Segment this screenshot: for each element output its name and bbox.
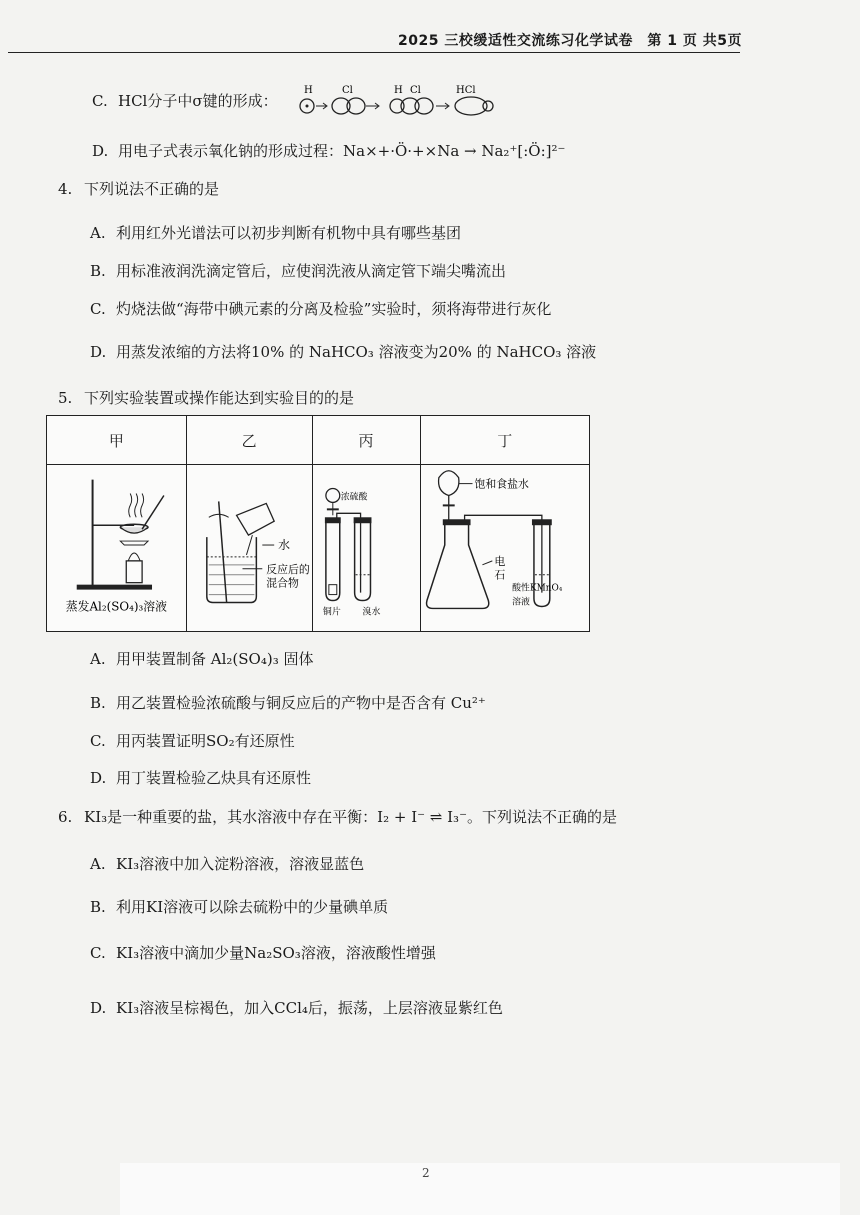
atom-label-h2: H <box>394 85 403 96</box>
label-copper: 铜片 <box>322 607 341 618</box>
option-letter: C. <box>90 300 106 318</box>
label-kmno4-1: 酸性KMnO₄ <box>511 583 562 594</box>
q4-option-b <box>90 260 506 281</box>
atom-label-cl: Cl <box>342 85 353 96</box>
page-number: 2 <box>422 1166 430 1180</box>
q5-option-c <box>90 730 295 751</box>
label-kmno4-2: 溶液 <box>511 597 530 608</box>
option-text: 用丁装置检验乙炔具有还原性 <box>116 769 312 787</box>
q6-stem <box>58 806 617 827</box>
option-letter: D. <box>90 343 107 361</box>
option-text: KI₃溶液呈棕褐色，加入CCl₄后，振荡，上层溶液显紫红色 <box>116 999 503 1017</box>
header-ding: 丁 <box>420 416 589 465</box>
q4-option-d <box>90 341 596 362</box>
option-text: KI₃溶液中滴加少量Na₂SO₃溶液，溶液酸性增强 <box>116 944 436 962</box>
option-text: 用电子式表示氧化钠的形成过程： <box>118 142 344 160</box>
q6-option-b <box>90 896 388 917</box>
q4-stem <box>58 178 219 199</box>
option-text: 用蒸发浓缩的方法将10% 的 NaHCO₃ 溶液变为20% 的 NaHCO₃ 溶液 <box>116 343 597 361</box>
q3-option-d <box>92 140 565 161</box>
label-evaporate: 蒸发Al₂(SO₄)₃溶液 <box>65 599 167 614</box>
sigma-bond-diagram <box>296 84 506 120</box>
footer-band <box>120 1163 840 1215</box>
apparatus-table <box>46 415 590 632</box>
option-text: 灼烧法做“海带中碘元素的分离及检验”实验时，须将海带进行灰化 <box>116 300 552 318</box>
atom-label-hcl: HCl <box>456 85 476 96</box>
q5-option-d <box>90 767 311 788</box>
acetylene-apparatus <box>421 465 589 631</box>
label-water: 水 <box>277 537 290 552</box>
so2-apparatus <box>313 465 420 631</box>
option-letter: A. <box>90 224 106 242</box>
q4-option-a <box>90 222 461 243</box>
q5-option-a <box>90 648 313 669</box>
label-conc-acid: 浓硫酸 <box>340 492 368 503</box>
q4-option-c <box>90 298 551 319</box>
label-mixture-1: 反应后的 <box>265 562 310 576</box>
q5-option-b <box>90 692 486 713</box>
dilution-apparatus <box>187 465 312 631</box>
option-letter: A. <box>90 855 106 873</box>
header-rule <box>8 52 740 53</box>
option-text: HCl分子中σ键的形成： <box>118 92 278 110</box>
cell-bing <box>312 465 420 632</box>
option-text: 利用KI溶液可以除去硫粉中的少量碘单质 <box>116 898 389 916</box>
question-number: 5. <box>58 389 73 407</box>
atom-label-cl2: Cl <box>410 85 421 96</box>
question-number: 4. <box>58 180 73 198</box>
option-letter: D. <box>90 999 107 1017</box>
option-letter: D. <box>90 769 107 787</box>
q6-option-a <box>90 853 364 874</box>
atom-label-h: H <box>304 85 313 96</box>
label-brine: 饱和食盐水 <box>474 477 529 491</box>
label-bromine-water: 溴水 <box>362 607 380 618</box>
option-letter: B. <box>90 694 106 712</box>
option-letter: C. <box>90 944 106 962</box>
option-letter: A. <box>90 650 106 668</box>
label-carbide-2: 石 <box>493 568 505 582</box>
q6-option-c <box>90 942 436 963</box>
option-letter: C. <box>90 732 106 750</box>
electron-formula: Na×+·Ö·+×Na → Na₂⁺[:Ö:]²⁻ <box>343 142 566 160</box>
question-text: KI₃是一种重要的盐，其水溶液中存在平衡：I₂ + I⁻ ⇌ I₃⁻。下列说法不正确的是 <box>84 808 617 826</box>
q3-option-c <box>92 90 278 111</box>
option-text: KI₃溶液中加入淀粉溶液，溶液显蓝色 <box>116 855 365 873</box>
header-yi: 乙 <box>186 416 312 465</box>
option-letter: D. <box>92 142 109 160</box>
q6-option-d <box>90 997 503 1018</box>
option-text: 用甲装置制备 Al₂(SO₄)₃ 固体 <box>116 650 314 668</box>
option-text: 用标准液润洗滴定管后，应使润洗液从滴定管下端尖嘴流出 <box>116 262 507 280</box>
option-letter: C. <box>92 92 108 110</box>
evaporation-apparatus <box>47 465 186 631</box>
question-text: 下列说法不正确的是 <box>84 180 220 198</box>
option-letter: B. <box>90 262 106 280</box>
option-letter: B. <box>90 898 106 916</box>
cell-yi <box>186 465 312 632</box>
header-bing: 丙 <box>312 416 420 465</box>
header-text: 2025 三校缓适性交流练习化学试卷 第 1 页 共5页 <box>398 33 742 49</box>
q5-stem <box>58 387 354 408</box>
cell-ding <box>420 465 589 632</box>
label-carbide-1: 电 <box>493 554 505 568</box>
header-jia: 甲 <box>47 416 187 465</box>
cell-jia <box>47 465 187 632</box>
option-text: 用乙装置检验浓硫酸与铜反应后的产物中是否含有 Cu²⁺ <box>116 694 486 712</box>
question-number: 6. <box>58 808 73 826</box>
label-mixture-2: 混合物 <box>265 576 299 590</box>
page-header <box>0 0 860 56</box>
option-text: 利用红外光谱法可以初步判断有机物中具有哪些基团 <box>116 224 462 242</box>
question-text: 下列实验装置或操作能达到实验目的的是 <box>84 389 355 407</box>
option-text: 用丙装置证明SO₂有还原性 <box>116 732 295 750</box>
